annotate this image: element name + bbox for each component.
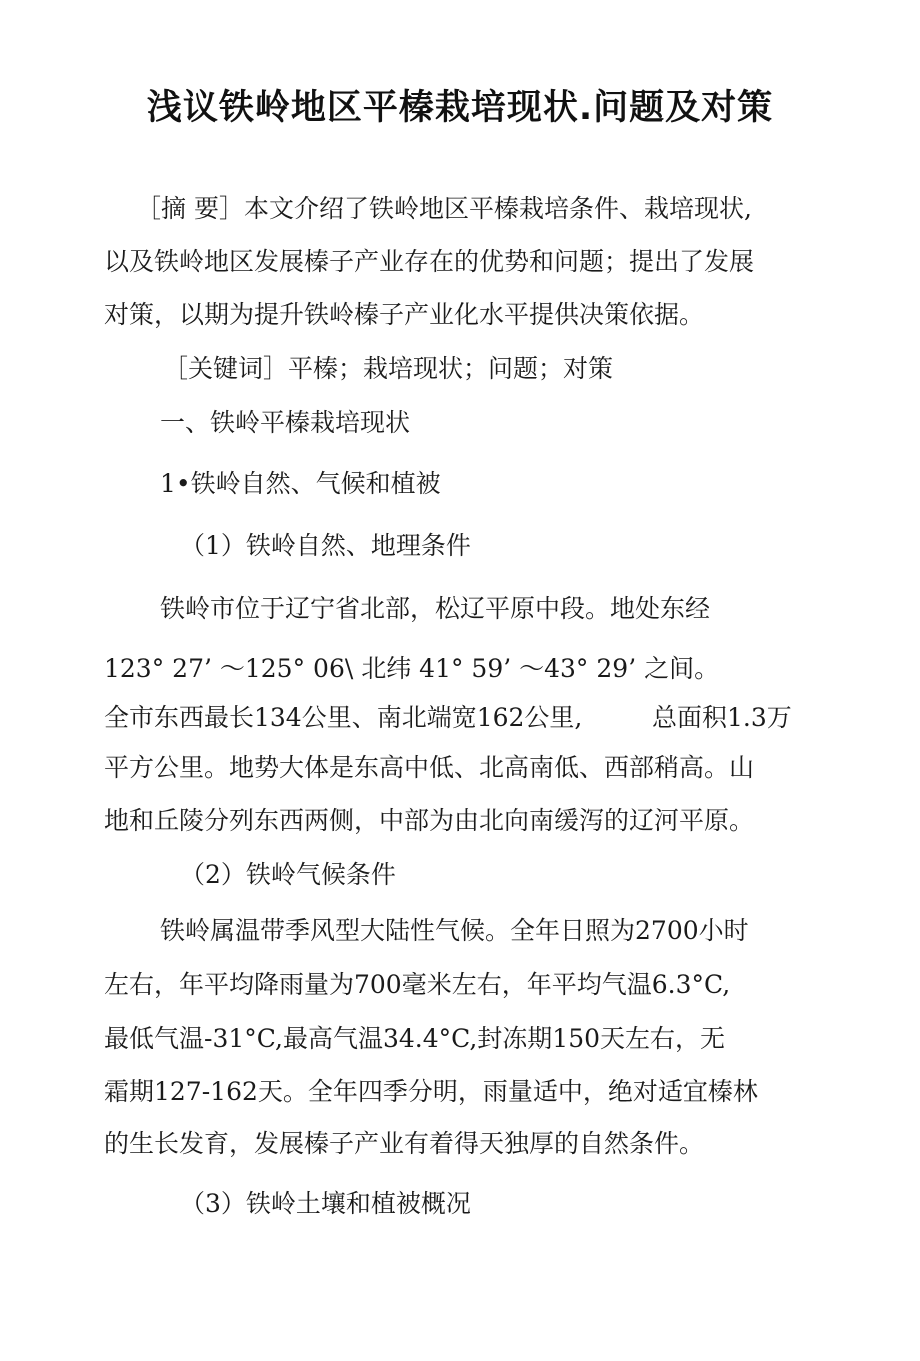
- paragraph-2-line-4: 霜期127-162天。全年四季分明，雨量适中，绝对适宜榛林: [104, 1077, 758, 1106]
- paragraph-1-line-3a: 全市东西最长134公里、南北端宽162公里,: [104, 703, 583, 732]
- subsubsection-heading-2: （2）铁岭气候条件: [180, 860, 396, 889]
- paragraph-2-line-3: 最低气温-31°C,最高气温34.4°C,封冻期150天左右，无: [104, 1024, 726, 1053]
- subsubsection-heading-1: （1）铁岭自然、地理条件: [180, 531, 471, 560]
- paragraph-2-line-5: 的生长发育，发展榛子产业有着得天独厚的自然条件。: [104, 1129, 705, 1158]
- document-title: 浅议铁岭地区平榛栽培现状.问题及对策: [146, 88, 774, 128]
- paragraph-1-line-3b: 总面积1.3万: [652, 703, 792, 732]
- abstract-line-3: 对策，以期为提升铁岭榛子产业化水平提供决策依据。: [104, 300, 705, 329]
- subsection-heading-1: 1•铁岭自然、气候和植被: [160, 469, 441, 498]
- paragraph-1-line-2: 123° 27’ ～125° 06\ 北纬 41° 59’ ～43° 29’ 之间。: [104, 654, 720, 683]
- paragraph-2-line-1: 铁岭属温带季风型大陆性气候。全年日照为2700小时: [160, 916, 749, 945]
- paragraph-2-line-2: 左右，年平均降雨量为700毫米左右，年平均气温6.3°C,: [104, 970, 731, 999]
- keywords-line: ［关键词］平榛；栽培现状；问题；对策: [163, 354, 614, 383]
- section-heading-1: 一、铁岭平榛栽培现状: [160, 408, 411, 437]
- abstract-line-2: 以及铁岭地区发展榛子产业存在的优势和问题；提出了发展: [104, 247, 755, 276]
- paragraph-1-line-4: 平方公里。地势大体是东高中低、北高南低、西部稍高。山: [104, 753, 755, 782]
- abstract-line-1: ［摘 要］本文介绍了铁岭地区平榛栽培条件、栽培现状,: [136, 194, 752, 223]
- paragraph-1-line-1: 铁岭市位于辽宁省北部，松辽平原中段。地处东经: [160, 594, 711, 623]
- subsubsection-heading-3: （3）铁岭土壤和植被概况: [180, 1189, 471, 1218]
- paragraph-1-line-5: 地和丘陵分列东西两侧，中部为由北向南缓泻的辽河平原。: [104, 806, 755, 835]
